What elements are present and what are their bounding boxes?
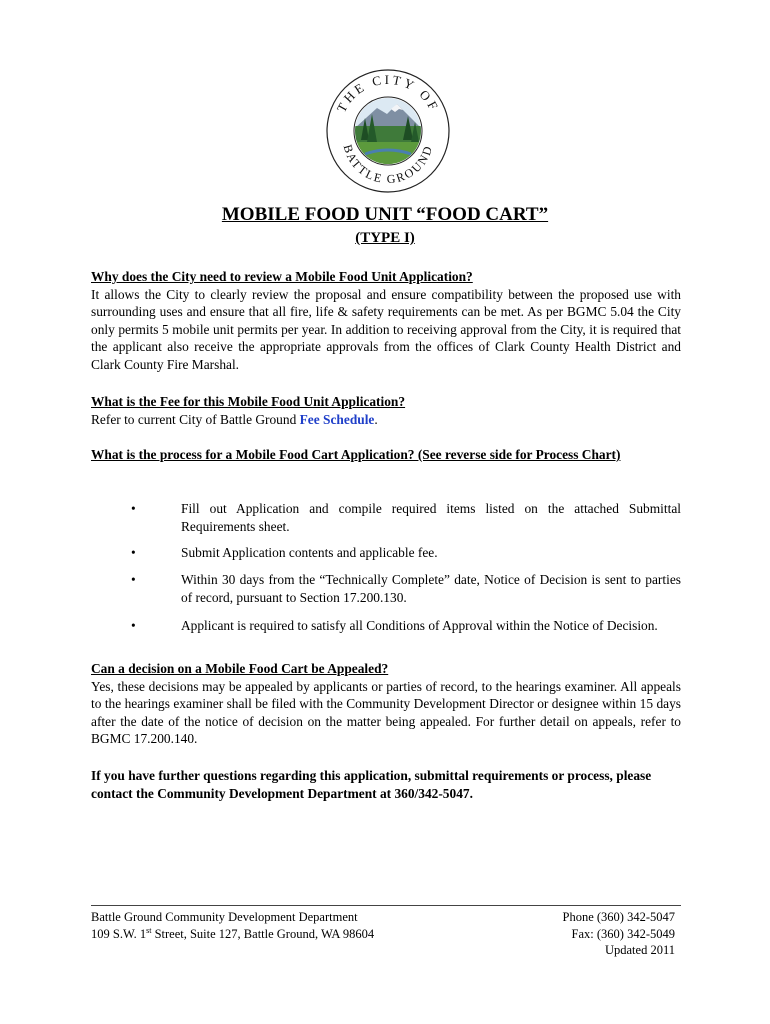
footer-address — [91, 926, 374, 943]
footer-phone: Phone (360) 342-5047 — [562, 910, 675, 924]
section-appeal — [91, 660, 681, 748]
city-seal-logo — [325, 68, 451, 194]
fee-answer-period: . — [374, 411, 378, 427]
document-title: MOBILE FOOD UNIT “FOOD CART” — [221, 204, 549, 225]
section-fee-question: What is the Fee for this Mobile Food Unit Application? — [91, 394, 406, 409]
bullet-text: Submit Application contents and applicable fee. — [181, 545, 438, 560]
footer-department: Battle Ground Community Development Department — [91, 910, 358, 924]
bullet-text: Fill out Application and compile required items listed on the attached Submittal Requirements sheet. — [181, 501, 681, 534]
fee-answer-text: Refer to current City of Battle Ground — [91, 411, 300, 427]
bullet-text: Within 30 days from the “Technically Complete” date, Notice of Decision is sent to parties of record, pursuant to Section 17.200.130. — [181, 572, 681, 605]
footer-contact-block — [480, 909, 675, 959]
bullet-icon: • — [131, 501, 136, 516]
section-review-answer: It allows the City to clearly review the proposal and ensure compatibility between the proposed use with surrounding uses and ensure that all fire, life & safety requirements can be met. As per BGMC 5.04 the City only permits 5 mobile unit permits per year. In addition to receiving approval from the City, it is required that the applicant also receive the appropriate approvals from the offices of Clark County Health District and Clark County Fire Marshal. — [91, 286, 681, 372]
section-appeal-answer: Yes, these decisions may be appealed by applicants or parties of record, to the hearings examiner. All appeals to the hearings examiner shall be filed with the Community Development Director or designee within 15 days after the date of the notice of decision on the matter being appealed. For further detail on appeals, refer to BGMC 17.200.140. — [91, 678, 681, 747]
footer-updated: Updated 2011 — [604, 943, 675, 957]
document-subtitle: (TYPE I) — [355, 230, 415, 246]
bullet-icon: • — [131, 618, 136, 633]
section-fee — [91, 393, 681, 428]
bullet-text: Applicant is required to satisfy all Conditions of Approval within the Notice of Decision. — [181, 618, 658, 633]
footer-address-block — [91, 909, 374, 942]
section-process — [91, 446, 681, 464]
footer-fax: Fax: (360) 342-5049 — [571, 926, 675, 941]
section-fee-answer — [91, 411, 681, 429]
section-review-question: Why does the City need to review a Mobile Food Unit Application? — [91, 269, 473, 284]
address-street: Street, Suite 127, Battle Ground, WA 98604 — [151, 926, 375, 941]
section-process-question: What is the process for a Mobile Food Cart Application? (See reverse side for Process Chart) — [91, 447, 621, 462]
section-review — [91, 268, 681, 374]
contact-note: If you have further questions regarding this application, submittal requirements or process, please contact the Community Development Department at 360/342-5047. — [91, 768, 652, 801]
bullet-icon: • — [131, 572, 136, 587]
svg-text:BATTLE GROUND: BATTLE GROUND — [340, 142, 436, 187]
address-number: 109 S.W. 1 — [91, 926, 147, 941]
fee-schedule-link[interactable]: Fee Schedule — [299, 411, 375, 427]
bullet-icon: • — [131, 545, 136, 560]
address-superscript: st — [146, 925, 152, 935]
svg-text:THE CITY OF: THE CITY OF — [333, 71, 443, 115]
footer-divider — [91, 905, 681, 906]
section-appeal-question: Can a decision on a Mobile Food Cart be Appealed? — [91, 661, 389, 676]
